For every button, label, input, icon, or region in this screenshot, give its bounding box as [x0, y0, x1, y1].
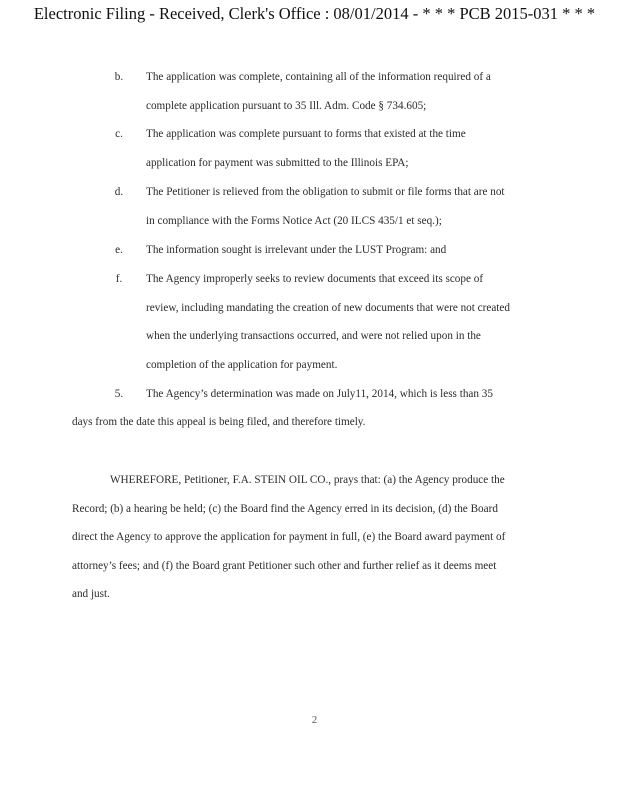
item-label: f. — [115, 273, 123, 285]
text-line: Record; (b) a hearing be held; (c) the Board find the Agency erred in its decision, (d) the Board — [72, 502, 498, 515]
text-line: The Petitioner is relieved from the obligation to submit or file forms that are not — [146, 186, 505, 198]
item-text — [146, 265, 566, 379]
item-text — [146, 120, 566, 177]
item-label: 5. — [114, 388, 124, 400]
item-text — [146, 178, 566, 235]
paragraph-5-continuation: days from the date this appeal is being filed, and therefore timely. — [72, 416, 366, 428]
text-line: application for payment was submitted to the Illinois EPA; — [146, 156, 409, 169]
text-span: WHEREFORE, Petitioner, F.A. STEIN OIL CO., prays that: (a) the Agency produce the — [110, 474, 505, 486]
text-line: in compliance with the Forms Notice Act (20 ILCS 435/1 et seq.); — [146, 214, 442, 227]
filing-header: Electronic Filing - Received, Clerk's Office : 08/01/2014 - * * * PCB 2015-031 * * * — [33, 4, 596, 23]
item-label: d. — [114, 186, 124, 198]
page-number: 2 — [311, 714, 318, 726]
wherefore-paragraph — [72, 466, 552, 609]
text-line: complete application pursuant to 35 Ill. Adm. Code § 734.605; — [146, 99, 427, 112]
text-line: The application was complete, containing all of the information required of a — [146, 71, 491, 83]
text-line: completion of the application for payment. — [146, 358, 338, 371]
item-label: b. — [114, 71, 124, 83]
item-label: c. — [115, 128, 123, 140]
text-line: The information sought is irrelevant under the LUST Program: and — [146, 244, 447, 256]
text-line: and just. — [72, 588, 110, 600]
text-line — [72, 466, 552, 495]
text-line: direct the Agency to approve the application for payment in full, (e) the Board award payment of — [72, 531, 506, 543]
item-text — [146, 236, 566, 265]
text-line: review, including mandating the creation of new documents that were not created — [146, 301, 510, 314]
item-text: The Agency’s determination was made on July11, 2014, which is less than 35 — [146, 388, 493, 400]
item-text — [146, 63, 566, 120]
text-line: The application was complete pursuant to forms that existed at the time — [146, 128, 466, 140]
text-line: when the underlying transactions occurred, and were not relied upon in the — [146, 330, 481, 342]
text-line: attorney’s fees; and (f) the Board grant Petitioner such other and further relief as it deems meet — [72, 559, 497, 572]
text-line: The Agency improperly seeks to review documents that exceed its scope of — [146, 273, 484, 285]
item-label: e. — [115, 244, 123, 256]
